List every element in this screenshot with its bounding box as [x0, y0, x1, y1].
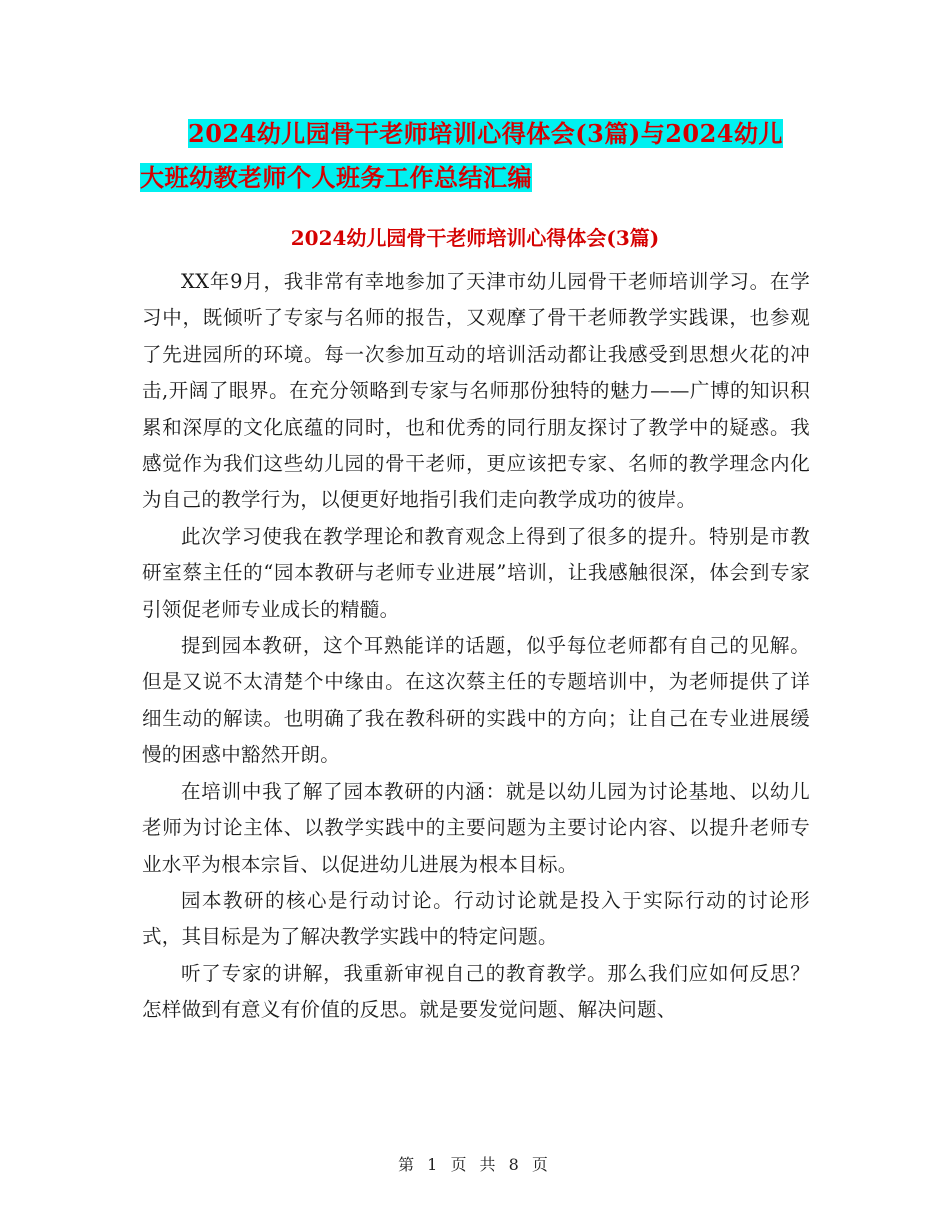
section-title: 2024幼儿园骨干老师培训心得体会(3篇) [290, 226, 660, 250]
body-text [142, 264, 810, 1029]
paragraph-4: 在培训中我了解了园本教研的内涵：就是以幼儿园为讨论基地、以幼儿老师为讨论主体、以教学实践中的主要问题为主要讨论内容、以提升老师专业水平为根本宗旨、以促进幼儿进展为根本目标。 [142, 779, 810, 876]
paragraph-6: 听了专家的讲解，我重新审视自己的教育教学。那么我们应如何反思？怎样做到有意义有价值的反思。就是要发觉问题、解决问题、 [142, 961, 810, 1022]
paragraph-1: XX年9月，我非常有幸地参加了天津市幼儿园骨干老师培训学习。在学习中，既倾听了专家与名师的报告，又观摩了骨干老师教学实践课，也参观了先进园所的环境。每一次参加互动的培训活动都让我感受到思想火花的冲击,开阔了眼界。在充分领略到专家与名师那份独特的魅力——广博的知识积累和深厚的文化底蕴的同时，也和优秀的同行朋友探讨了教学中的疑惑。我感觉作为我们这些幼儿园的骨干老师，更应该把专家、名师的教学理念内化为自己的教学行为，以便更好地指引我们走向教学成功的彼岸。 [142, 270, 810, 512]
paragraph-3: 提到园本教研，这个耳熟能详的话题，似乎每位老师都有自己的见解。但是又说不太清楚个中缘由。在这次蔡主任的专题培训中，为老师提供了详细生动的解读。也明确了我在教科研的实践中的方向；让自己在专业进展缓慢的困惑中豁然开朗。 [142, 634, 810, 767]
paragraph-5: 园本教研的核心是行动讨论。行动讨论就是投入于实际行动的讨论形式，其目标是为了解决教学实践中的特定问题。 [142, 888, 810, 949]
document-title [140, 112, 820, 200]
title-highlight-1: 2024幼儿园骨干老师培训心得体会(3篇)与2024幼儿 [188, 119, 784, 148]
title-highlight-2: 大班幼教老师个人班务工作总结汇编 [140, 163, 532, 192]
document-title-line-2 [140, 156, 820, 200]
document-title-line-1 [140, 112, 820, 156]
paragraph-2: 此次学习使我在教学理论和教育观念上得到了很多的提升。特别是市教研室蔡主任的“园本教研与老师专业进展”培训，让我感触很深，体会到专家引领促老师专业成长的精髓。 [142, 524, 810, 621]
page-footer: 第 1 页 共 8 页 [398, 1155, 552, 1174]
